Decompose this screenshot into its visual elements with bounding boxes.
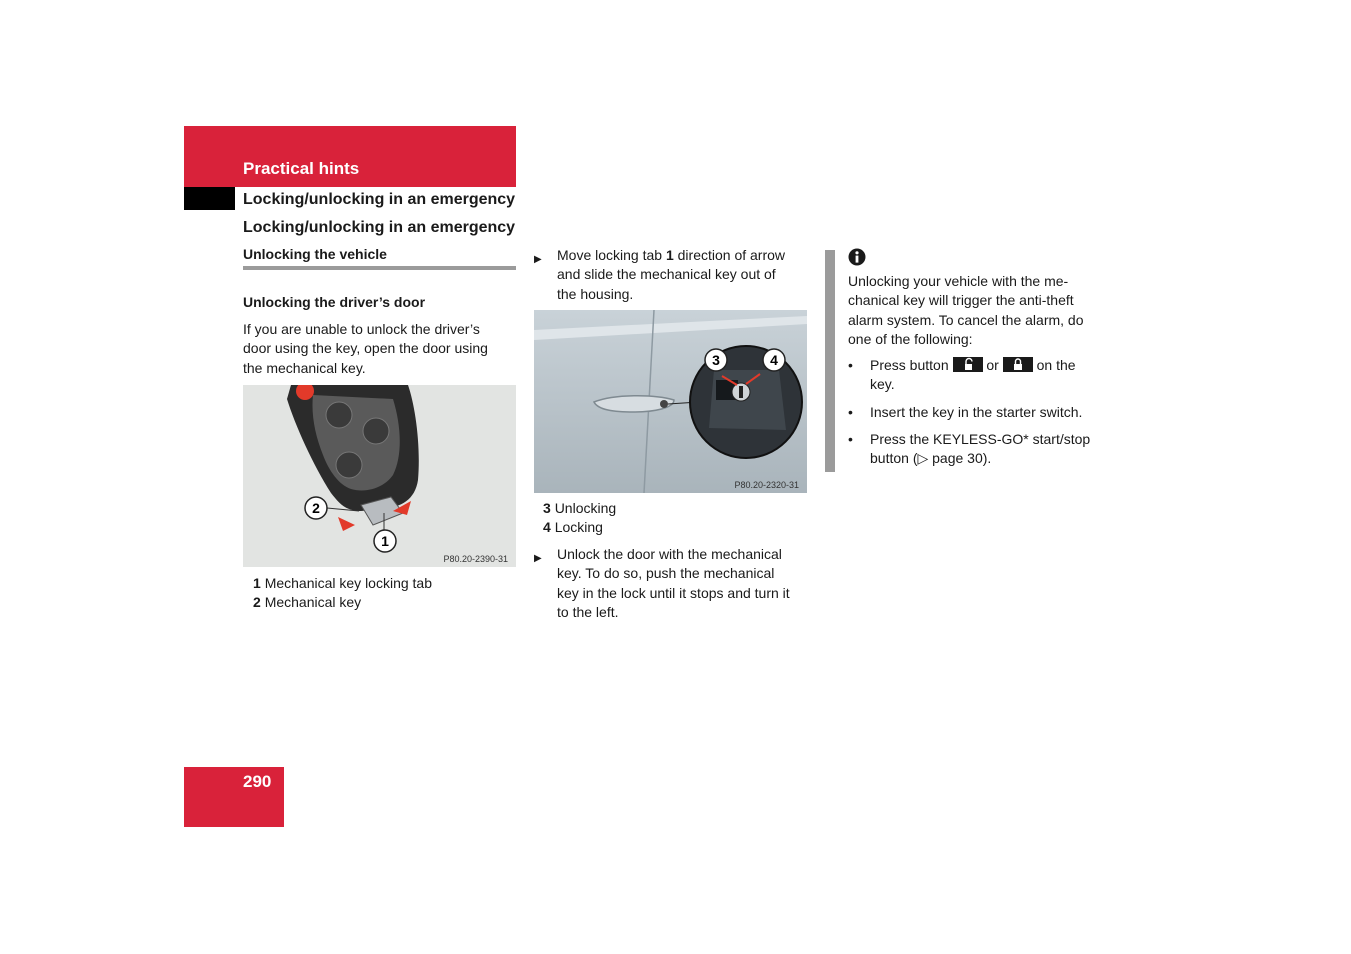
info-bullet-list [848, 356, 1104, 476]
bullet-text: Press button [870, 357, 949, 373]
bullet-text: Press the KEYLESS-GO* start/stop button (▷ page 30). [870, 430, 1091, 467]
caption-row [253, 574, 432, 593]
info-icon [848, 248, 866, 271]
callout-2: 2 [312, 500, 320, 516]
lock-button-icon [1003, 357, 1033, 372]
bullet-text: on the key. [870, 357, 1076, 393]
caption-row [543, 499, 616, 518]
running-heading: Locking/unlocking in an emergency [243, 191, 516, 208]
caption-number: 4 [543, 519, 551, 536]
list-item [848, 430, 1104, 469]
caption-row [543, 518, 616, 537]
caption-number: 1 [253, 575, 261, 591]
drivers-door-paragraph: If you are unable to unlock the driver’s door using the key, open the door using the mechanical key. [243, 321, 488, 376]
heading-rule [243, 266, 516, 270]
callout-3: 3 [712, 352, 720, 368]
key-captions [253, 574, 432, 613]
bullet-dot: • [848, 403, 853, 420]
lock-captions [543, 499, 616, 538]
bullet-arrow-icon: ▶ [534, 553, 542, 564]
step-text: direction of arrow and slide the mechanical key out of the housing. [557, 247, 786, 302]
drivers-door-heading: Unlocking the driver’s door [243, 294, 426, 310]
header-marker [184, 187, 235, 210]
bullet-dot: • [848, 430, 853, 447]
bullet-text: or [986, 357, 999, 373]
figure-code: P80.20-2320-31 [734, 480, 799, 490]
page-title: Locking/unlocking in an emergency [243, 219, 516, 236]
key-fob-illustration [243, 385, 516, 567]
info-sidebar-bar [825, 250, 835, 472]
figure-code: P80.20-2390-31 [443, 554, 508, 564]
bullet-dot: • [848, 357, 853, 373]
step-remove-key [534, 246, 796, 304]
caption-text: Mechanical key [264, 594, 362, 611]
caption-text: Locking [554, 519, 603, 536]
step-text: Move locking tab [557, 247, 666, 263]
info-text: Unlocking your vehicle with the me-chanical key will trigger the anti-theft alarm system. To cancel the alarm, do one of the following: [848, 273, 1084, 347]
caption-number: 3 [543, 500, 551, 516]
unlock-button-icon [953, 357, 983, 372]
callout-4: 4 [770, 352, 778, 368]
bullet-text: Insert the key in the starter switch. [870, 403, 1083, 420]
page-number: 290 [243, 772, 272, 791]
list-item [848, 403, 1104, 422]
caption-row [253, 593, 432, 612]
list-item [848, 356, 1104, 395]
step-text: Unlock the door with the mechanical key. To do so, push the mechanical key in the lock until it stops and turn it to the left. [557, 546, 790, 620]
unlocking-heading: Unlocking the vehicle [243, 246, 387, 262]
key-fob-figure [243, 385, 516, 567]
door-lock-illustration [534, 310, 807, 493]
door-lock-figure [534, 310, 807, 493]
caption-number: 2 [253, 594, 261, 611]
section-title: Practical hints [243, 159, 360, 178]
caption-text: Mechanical key locking tab [264, 575, 432, 591]
callout-1: 1 [381, 533, 389, 549]
step-callout: 1 [665, 247, 674, 263]
caption-text: Unlocking [554, 500, 617, 516]
step-unlock-door [534, 545, 796, 622]
bullet-arrow-icon: ▶ [534, 254, 542, 265]
